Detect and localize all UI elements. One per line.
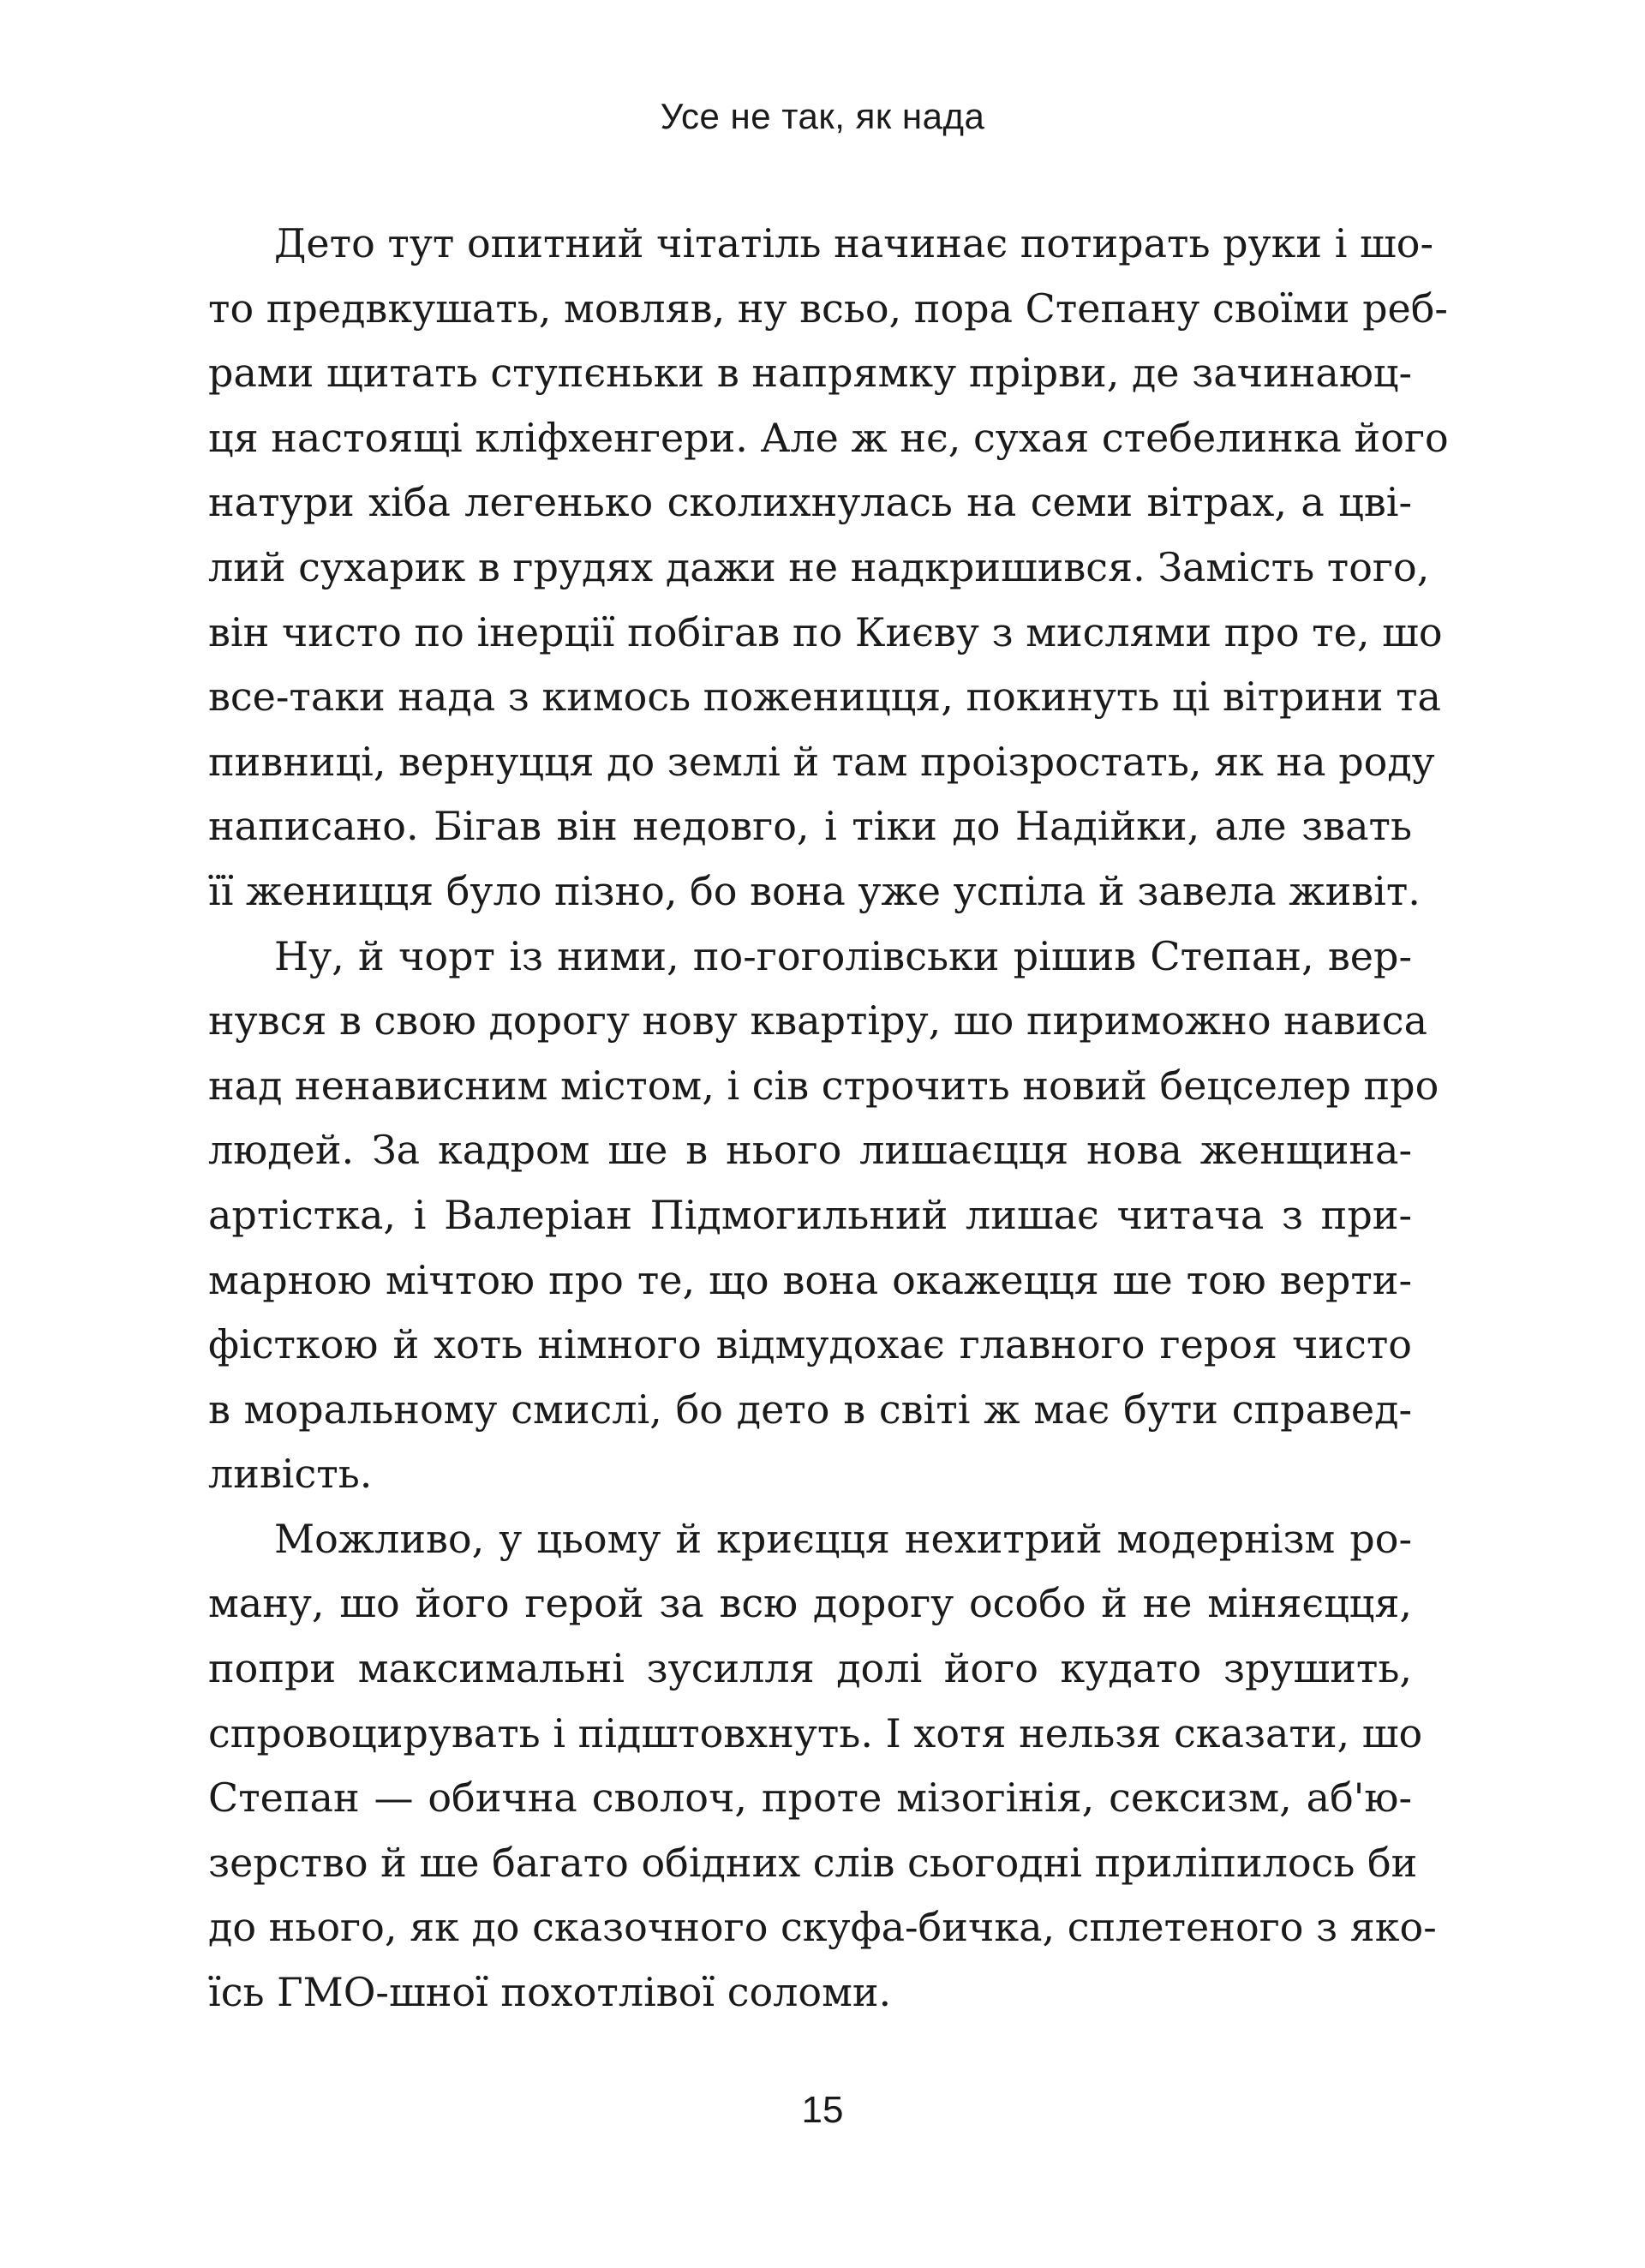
text-line: над ненависним містом, і сів строчить новий бецселер про (208, 1062, 1439, 1109)
running-head-title: Усе не так, як нада (660, 96, 985, 136)
text-line: він чисто по інерції побігав по Києву з мислями про те, шо (208, 608, 1443, 655)
text-line: написано. Бігав він недовго, і тіки до Надійки, але звать (208, 803, 1412, 850)
page-number: 15 (801, 2089, 844, 2131)
text-line: Дето тут опитний чітатіль начинає потирать руки і шо- (274, 220, 1434, 266)
text-line: їсь ГМО-шної похотлівої соломи. (208, 1969, 892, 2016)
paragraph-2 (208, 925, 1439, 1507)
body-text (208, 212, 1449, 2026)
text-line: до нього, як до сказочного скуфа-бичка, сплетеного з яко- (208, 1904, 1437, 1951)
text-line: спровоцирувать і підштовхнуть. І хотя нельзя сказати, шо (208, 1709, 1423, 1756)
paragraph-1 (208, 212, 1449, 925)
text-line: пивниці, вернуцця до землі й там проізростать, як на роду (208, 738, 1435, 785)
paragraph-3 (208, 1507, 1437, 2026)
text-line: Ну, й чорт із ними, по-гоголівськи рішив Степан, вер- (274, 932, 1412, 979)
text-line: людей. За кадром ше в нього лишаєцця нова женщина- (208, 1127, 1412, 1174)
text-line: ця настоящі кліфхенгери. Але ж нє, сухая стебелинка його (208, 414, 1449, 461)
text-line: все-таки нада з кимось поженицця, покинуть ці вітрини та (208, 673, 1441, 721)
text-line: в моральному смислі, бо дето в світі ж має бути справед- (208, 1385, 1412, 1433)
text-line: артістка, і Валеріан Підмогильний лишає читача з при- (208, 1191, 1412, 1238)
text-line: то предвкушать, мовляв, ну всьо, пора Степану своїми реб- (208, 284, 1448, 332)
text-line: нувся в свою дорогу нову квартіру, шо пириможно нависа (208, 997, 1427, 1044)
text-line: рами щитать ступєньки в напрямку прірви, де зачинаюц- (208, 350, 1412, 397)
text-line: натури хіба легенько сколихнулась на семи вітрах, а цві- (208, 479, 1412, 526)
text-line: лий сухарик в грудях дажи не надкришився. Замість того, (208, 543, 1430, 590)
text-line: попри максимальні зусилля долі його кудато зрушить, (208, 1645, 1412, 1692)
text-line: Можливо, у цьому й криєцця нехитрий модернізм ро- (274, 1515, 1412, 1562)
text-line: Степан — обична сволоч, проте мізогінія, сексизм, аб'ю- (208, 1774, 1412, 1822)
text-line: марною мічтою про те, що вона окажецця ше тою верти- (208, 1256, 1412, 1303)
text-line: фісткою й хоть німного відмудохає главного героя чисто (208, 1321, 1412, 1368)
text-line: її женицця було пізно, бо вона уже успіла й завела живіт. (208, 867, 1421, 914)
text-line: зерство й ше багато обідних слів сьогодні приліпилось би (208, 1839, 1418, 1886)
text-line: ливість. (208, 1451, 373, 1498)
text-line: ману, шо його герой за всю дорогу особо й не міняєцця, (208, 1580, 1412, 1627)
